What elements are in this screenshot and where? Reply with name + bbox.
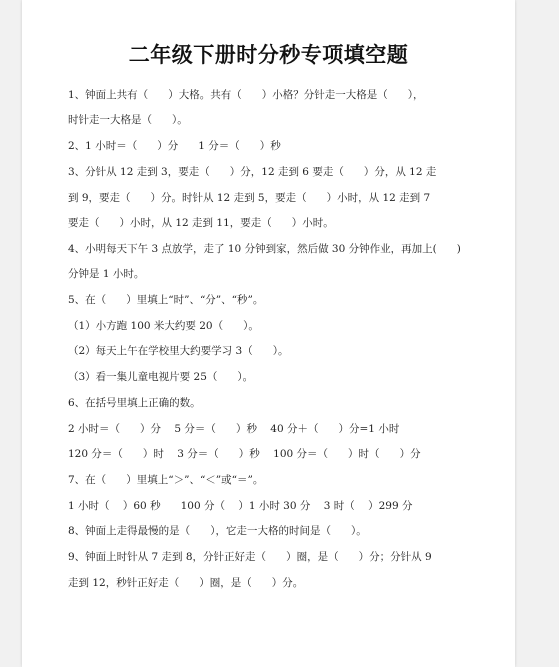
question-8: 8、钟面上走得最慢的是（ ），它走一大格的时间是（ ）。 [68, 525, 367, 537]
page-title: 二年级下册时分秒专项填空题 [128, 43, 409, 67]
question-6-row-1: 2 小时＝（ ）分 5 分＝（ ）秒 40 分＋（ ）分=1 小时 [68, 423, 400, 435]
question-6: 6、在括号里填上正确的数。 [68, 397, 201, 409]
question-5: 5、在（ ）里填上“时”、“分”、“秒”。 [68, 294, 264, 306]
question-7: 7、在（ ）里填上“＞”、“＜”或“＝”。 [68, 474, 264, 486]
question-2: 2、1 小时＝（ ）分 1 分＝（ ）秒 [68, 140, 281, 152]
question-1-line-2: 时针走一大格是（ ）。 [68, 114, 188, 126]
question-9-line-2: 走到 12，秒针正好走（ ）圈，是（ ）分。 [68, 577, 304, 589]
question-6-row-2: 120 分＝（ ）时 3 分＝（ ）秒 100 分＝（ ）时（ ）分 [68, 448, 421, 460]
question-7-row: 1 小时（ ）60 秒 100 分（ ）1 小时 30 分 3 时（ ）299 分 [68, 500, 413, 512]
document-page [22, 0, 515, 667]
question-1-line-1: 1、钟面上共有（ ）大格。共有（ ）小格？分针走一大格是（ ）， [68, 89, 424, 101]
question-9-line-1: 9、钟面上时针从 7 走到 8，分针正好走（ ）圈，是（ ）分；分针从 9 [68, 551, 432, 563]
question-4-line-1: 4、小明每天下午 3 点放学，走了 10 分钟到家，然后做 30 分钟作业，再加上( ) [68, 243, 461, 255]
question-5-item-2: （2）每天上午在学校里大约要学习 3（ ）。 [68, 345, 289, 357]
question-3-line-1: 3、分针从 12 走到 3，要走（ ）分，12 走到 6 要走（ ）分，从 12 走 [68, 166, 437, 178]
question-5-item-1: （1）小方跑 100 米大约要 20（ ）。 [68, 320, 259, 332]
question-3-line-3: 要走（ ）小时，从 12 走到 11，要走（ ）小时。 [68, 217, 334, 229]
question-3-line-2: 到 9，要走（ ）分。时针从 12 走到 5，要走（ ）小时，从 12 走到 7 [68, 192, 431, 204]
question-5-item-3: （3）看一集儿童电视片要 25（ ）。 [68, 371, 254, 383]
question-4-line-2: 分钟是 1 小时。 [68, 268, 145, 280]
